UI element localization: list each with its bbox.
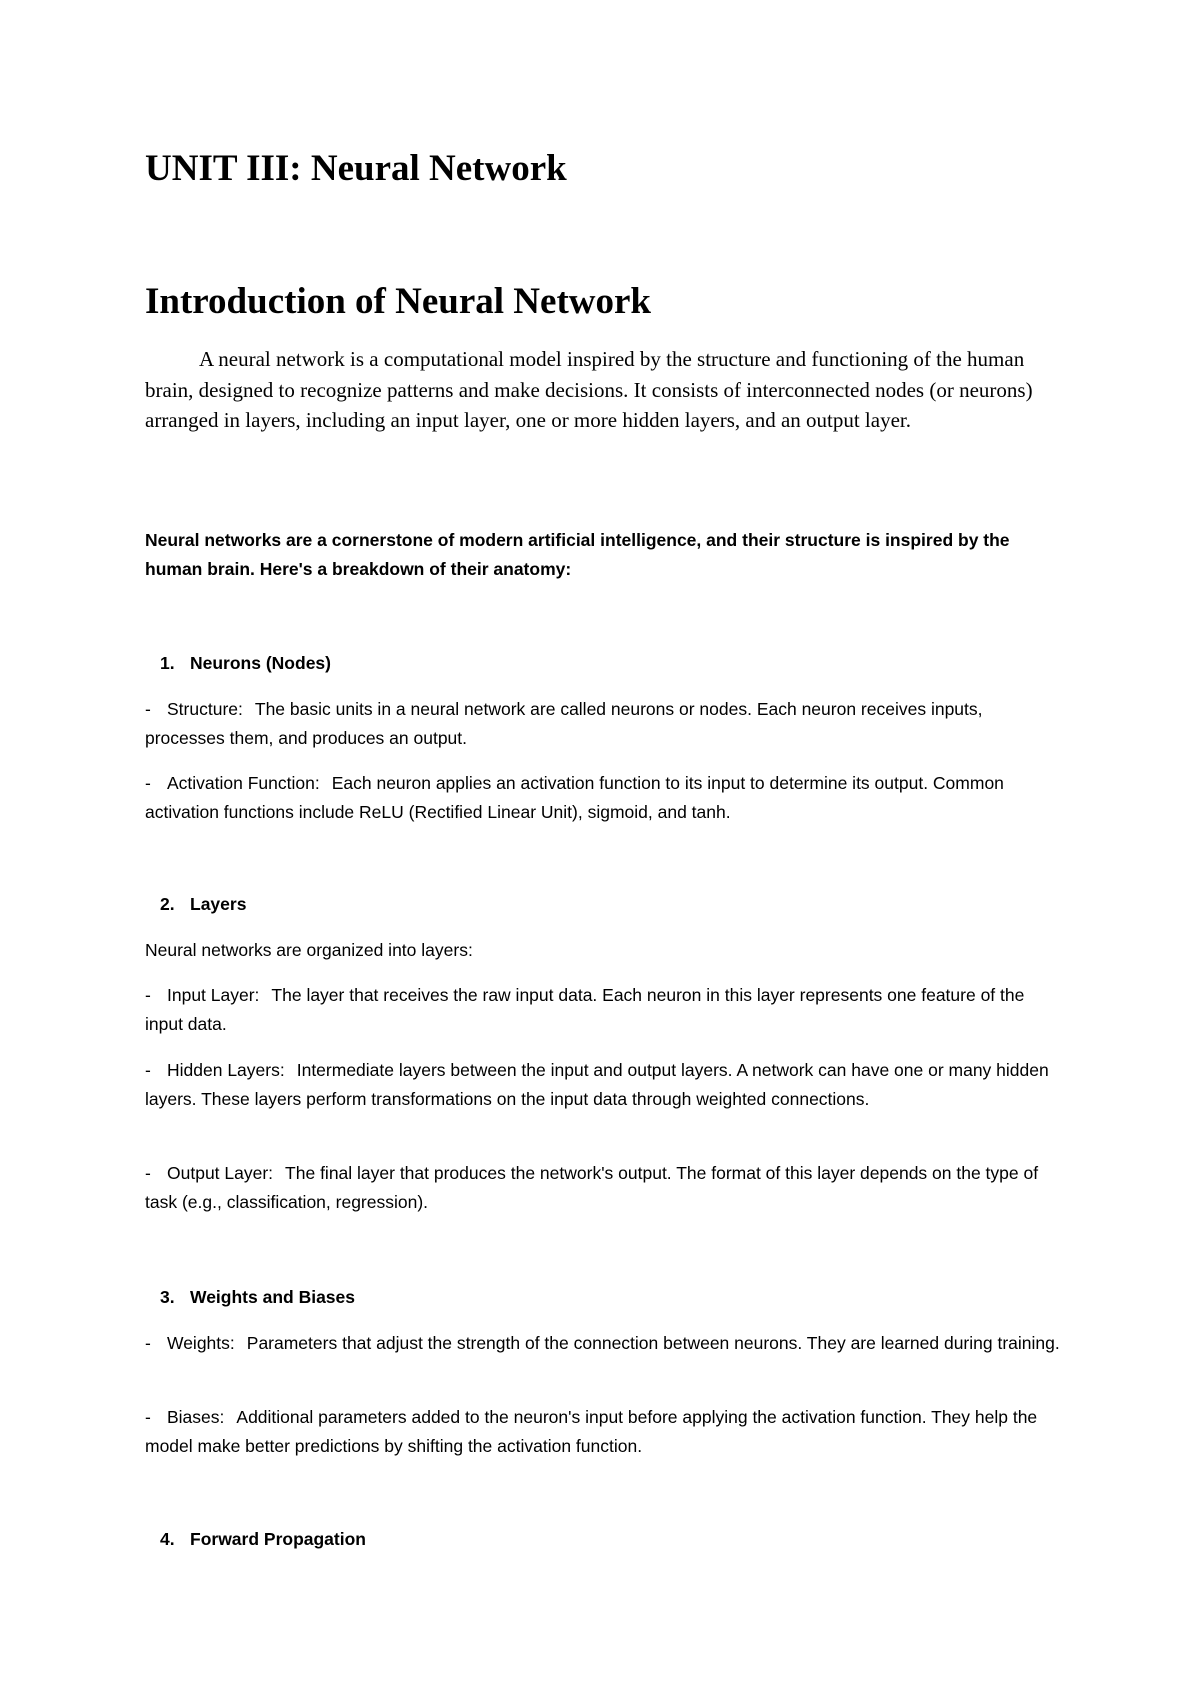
list-item-hidden-layers: [145, 1056, 1065, 1114]
item-text: The layer that receives the raw input data. Each neuron in this layer represents one feature of the input data.: [145, 985, 1025, 1034]
section-heading-text: Forward Propagation: [190, 1529, 366, 1549]
section-title: Introduction of Neural Network: [145, 281, 651, 322]
item-text: The basic units in a neural network are called neurons or nodes. Each neuron receives inputs, processes them, and produces an output.: [145, 699, 983, 748]
list-item-weights: [145, 1329, 1065, 1358]
section-heading-forward-propagation: [160, 1526, 366, 1552]
dash-marker: -: [145, 1407, 151, 1427]
item-term: Biases:: [167, 1407, 225, 1427]
section-number: 1.: [160, 653, 175, 673]
list-item-biases: [145, 1403, 1065, 1461]
section-heading-text: Layers: [190, 894, 247, 914]
layers-lead: Neural networks are organized into layers:: [145, 940, 473, 960]
section-heading-weights-biases: [160, 1284, 355, 1310]
item-term: Structure:: [167, 699, 243, 719]
section-heading-neurons: [160, 650, 331, 676]
section-heading-layers: [160, 891, 246, 917]
dash-marker: -: [145, 773, 151, 793]
item-text: Additional parameters added to the neuron's input before applying the activation function. They help the model make better predictions by shifting the activation function.: [145, 1407, 1038, 1456]
item-term: Weights:: [167, 1333, 235, 1353]
list-item-input-layer: [145, 981, 1065, 1039]
dash-marker: -: [145, 1163, 151, 1183]
item-term: Hidden Layers:: [167, 1060, 285, 1080]
list-item-output-layer: [145, 1159, 1065, 1217]
item-text: Intermediate layers between the input and output layers. A network can have one or many hidden layers. These layers perform transformations on the input data through weighted connections.: [145, 1060, 1049, 1109]
item-term: Input Layer:: [167, 985, 260, 1005]
dash-marker: -: [145, 985, 151, 1005]
dash-marker: -: [145, 1060, 151, 1080]
list-item-activation-function: [145, 769, 1065, 827]
item-text: Parameters that adjust the strength of the connection between neurons. They are learned during training.: [246, 1333, 1060, 1353]
section-heading-text: Neurons (Nodes): [190, 653, 331, 673]
item-text: The final layer that produces the network's output. The format of this layer depends on the type of task (e.g., classification, regression).: [145, 1163, 1039, 1212]
section-number: 4.: [160, 1529, 175, 1549]
section-number: 3.: [160, 1287, 175, 1307]
dash-marker: -: [145, 1333, 151, 1353]
dash-marker: -: [145, 699, 151, 719]
item-term: Output Layer:: [167, 1163, 274, 1183]
unit-title: UNIT III: Neural Network: [145, 148, 567, 189]
anatomy-intro: Neural networks are a cornerstone of modern artificial intelligence, and their structure is inspired by the human brain. Here's a breakdown of their anatomy:: [145, 530, 1010, 579]
intro-paragraph: A neural network is a computational model inspired by the structure and functioning of the human brain, designed to recognize patterns and make decisions. It consists of interconnected nodes (or neurons) arranged in layers, including an input layer, one or more hidden layers, and an output layer.: [145, 347, 1033, 432]
section-number: 2.: [160, 894, 175, 914]
item-text: Each neuron applies an activation function to its input to determine its output. Common activation functions include ReLU (Rectified Linear Unit), sigmoid, and tanh.: [145, 773, 1004, 822]
item-term: Activation Function:: [167, 773, 320, 793]
list-item-structure: [145, 695, 1065, 753]
section-heading-text: Weights and Biases: [190, 1287, 356, 1307]
